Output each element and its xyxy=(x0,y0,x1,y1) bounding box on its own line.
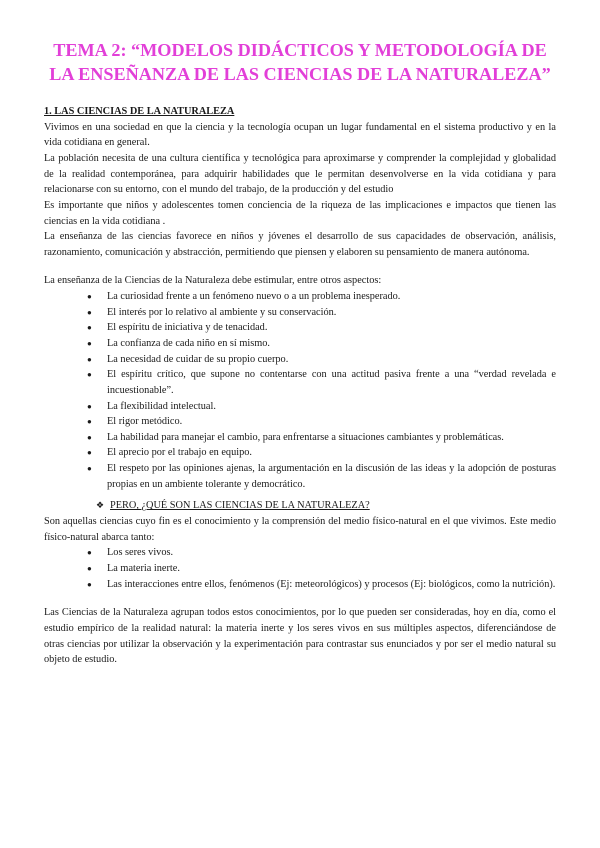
document-title xyxy=(44,38,556,86)
paragraph: La población necesita de una cultura científica y tecnológica para aproximarse y comprender la complejidad y globalidad de la realidad contemporánea, para adquirir habilidades que le permitan desenvolverse en la vida cotidiana y para relacionarse con su entorno, con el mundo del trabajo, de la producción y del estudio xyxy=(44,152,556,196)
list-item: ● El aprecio por el trabajo en equipo. xyxy=(87,445,556,461)
paragraph: Es importante que niños y adolescentes tomen conciencia de la riqueza de las implicaciones e impactos que tienen las ciencias en la vida cotidiana . xyxy=(44,199,556,227)
list-item: ● La flexibilidad intelectual. xyxy=(87,399,556,415)
diamond-bullet-icon: ❖ xyxy=(96,500,105,511)
paragraph: Son aquellas ciencias cuyo fin es el conocimiento y la comprensión del medio físico-natural en el que vivimos. Este medio físico-natural abarca tanto: xyxy=(44,516,556,543)
subsection-heading-text: PERO, ¿QUÉ SON LAS CIENCIAS DE LA NATURALEZA? xyxy=(110,500,370,512)
list-item: ● El interés por lo relativo al ambiente y su conservación. xyxy=(87,305,556,321)
subsection-heading xyxy=(44,498,556,514)
title-line-2: LA ENSEÑANZA DE LAS CIENCIAS DE LA NATURALEZA” xyxy=(49,64,551,85)
medium-list xyxy=(44,545,556,592)
aspects-list xyxy=(44,289,556,492)
list-item: ● El rigor metódico. xyxy=(87,414,556,430)
list-item: ● Los seres vivos. xyxy=(87,545,556,561)
list-item: ● Las interacciones entre ellos, fenómenos (Ej: meteorológicos) y procesos (Ej: biológicos, como la nutrición). xyxy=(87,577,556,593)
paragraph: La enseñanza de las ciencias favorece en niños y jóvenes el desarrollo de sus capacidades de observación, análisis, razonamiento, comunicación y abstracción, permitiendo que piensen y elaboren su pensamiento de manera autónoma. xyxy=(44,231,556,258)
paragraph: Vivimos en una sociedad en que la ciencia y la tecnología ocupan un lugar fundamental en el sistema productivo y en la vida cotidiana en general. xyxy=(44,121,556,149)
section-heading: 1. LAS CIENCIAS DE LA NATURALEZA xyxy=(44,106,235,118)
list-item: ● El respeto por las opiniones ajenas, la argumentación en la discusión de las ideas y la adopción de posturas propias en un ambiente tolerante y democrático. xyxy=(87,461,556,492)
list-intro: La enseñanza de la Ciencias de la Naturaleza debe estimular, entre otros aspectos: xyxy=(44,275,382,287)
list-item: ● La habilidad para manejar el cambio, para enfrentarse a situaciones cambiantes y problemáticas. xyxy=(87,430,556,446)
paragraph: Las Ciencias de la Naturaleza agrupan todos estos conocimientos, por lo que pueden ser consideradas, hoy en día, como el estudio empírico de la realidad natural: la materia inerte y los seres vivos en sus múltiples aspectos, diferenciándose de otras ciencias por utilizar la observación y la experimentación para contrastar sus enunciados y por ser el medio natural su objeto de estudio. xyxy=(44,607,556,666)
list-item: ● El espíritu crítico, que supone no contentarse con una actitud pasiva frente a una “verdad revelada e incuestionable”. xyxy=(87,367,556,398)
list-item: ● El espíritu de iniciativa y de tenacidad. xyxy=(87,320,556,336)
list-item: ● La curiosidad frente a un fenómeno nuevo o a un problema inesperado. xyxy=(87,289,556,305)
title-line-1: TEMA 2: “MODELOS DIDÁCTICOS Y METODOLOGÍA DE xyxy=(53,40,547,60)
list-item: ● La confianza de cada niño en sí mismo. xyxy=(87,336,556,352)
list-item: ● La necesidad de cuidar de su propio cuerpo. xyxy=(87,352,556,368)
list-item: ● La materia inerte. xyxy=(87,561,556,577)
